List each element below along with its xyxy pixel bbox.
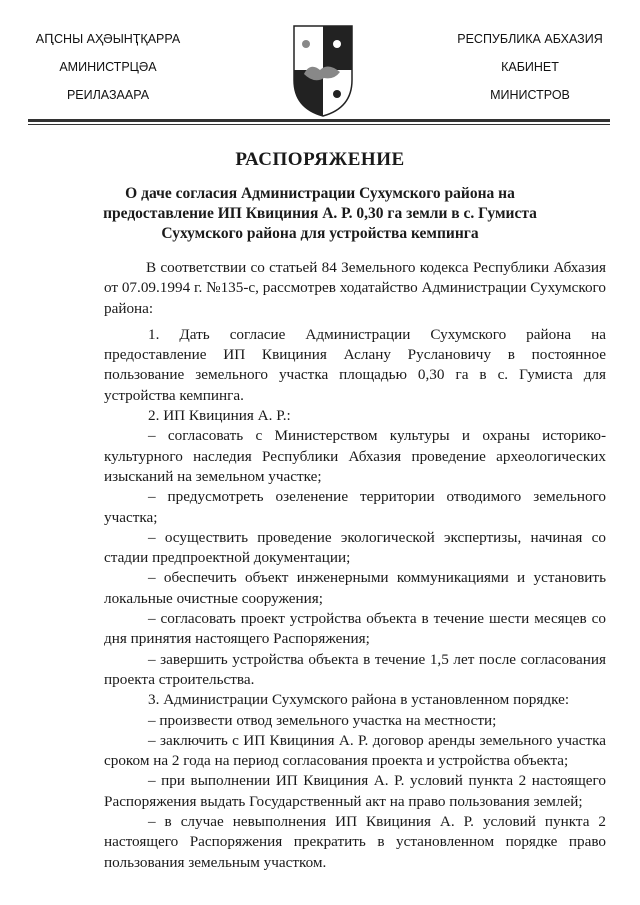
header-russian (440, 30, 620, 114)
paragraph-2-bullet-5: – согласовать проект устройства объекта в течение шести месяцев со дня принятия настоящего Распоряжения; (104, 610, 606, 648)
paragraph-2-bullet-3: – осуществить проведение экологической экспертизы, начиная со стадии предпроектной документации; (104, 528, 606, 567)
paragraph-3-bullet-4: – в случае невыполнения ИП Квициния А. Р. условий пункта 2 настоящего Распоряжения прекратить в установленном порядке право пользования земельным участком. (104, 813, 606, 871)
paragraph-3-bullet-2: – заключить с ИП Квициния А. Р. договор аренды земельного участка сроком на 2 года на период согласования проекта и устройства объекта; (104, 731, 606, 770)
header-left-line-3: РЕИЛАЗААРА (66, 88, 150, 102)
document-title: РАСПОРЯЖЕНИЕ (235, 149, 405, 170)
paragraph-2-bullet-4: – обеспечить объект инженерными коммуникациями и установить локальные очистные сооружения; (104, 569, 606, 607)
document-content (0, 148, 640, 873)
paragraph-2: 2. ИП Квициния А. Р.: (148, 407, 291, 425)
document-subtitle: О даче согласия Администрации Сухумского района на предоставление ИП Квициния А. Р. 0,30 га земли в с. Гумиста Сухумского района для устройства кемпинга (103, 185, 537, 242)
paragraph-2-bullet-2: – предусмотреть озеленение территории отводимого земельного участка; (104, 488, 606, 526)
paragraph-3-bullet-1: – произвести отвод земельного участка на местности; (148, 711, 497, 729)
header-abkhaz (18, 30, 198, 114)
paragraph-2-bullet-6: – завершить устройства объекта в течение 1,5 лет после согласования проекта строительства. (104, 650, 606, 688)
paragraph-1: 1. Дать согласие Администрации Сухумского района на предоставление ИП Квициния Аслану Руслановичу в постоянное пользование земельного участка площадью 0,30 га в с. Гумиста для устройства кемпинга. (104, 325, 606, 404)
paragraph-2-bullet-1: – согласовать с Министерством культуры и охраны историко-культурного наследия Республики Абхазия проведение археологических изысканий на земельном участке; (104, 427, 606, 485)
header-left-line-1: АԤСНЫ АҲӘЫНҬҚАРРА (35, 32, 181, 46)
header-right-line-3: МИНИСТРОВ (490, 88, 570, 102)
header-right-line-1: РЕСПУБЛИКА АБХАЗИЯ (457, 32, 603, 46)
header-right-line-2: КАБИНЕТ (501, 60, 559, 74)
paragraph-3: 3. Администрации Сухумского района в установленном порядке: (148, 691, 570, 709)
intro-paragraph: В соответствии со статьей 84 Земельного кодекса Республики Абхазия от 07.09.1994 г. №135-с, рассмотрев ходатайство Администрации Сухумского района: (104, 259, 606, 317)
paragraph-3-bullet-3: – при выполнении ИП Квициния А. Р. условий пункта 2 настоящего Распоряжения выдать Государственный акт на право пользования землей; (104, 772, 606, 810)
document-body (104, 258, 606, 873)
coat-of-arms-emblem (290, 22, 356, 118)
header-divider-thick (28, 119, 610, 122)
header-divider-thin (28, 124, 610, 125)
header-left-line-2: АМИНИСТРЦӘА (59, 60, 157, 74)
